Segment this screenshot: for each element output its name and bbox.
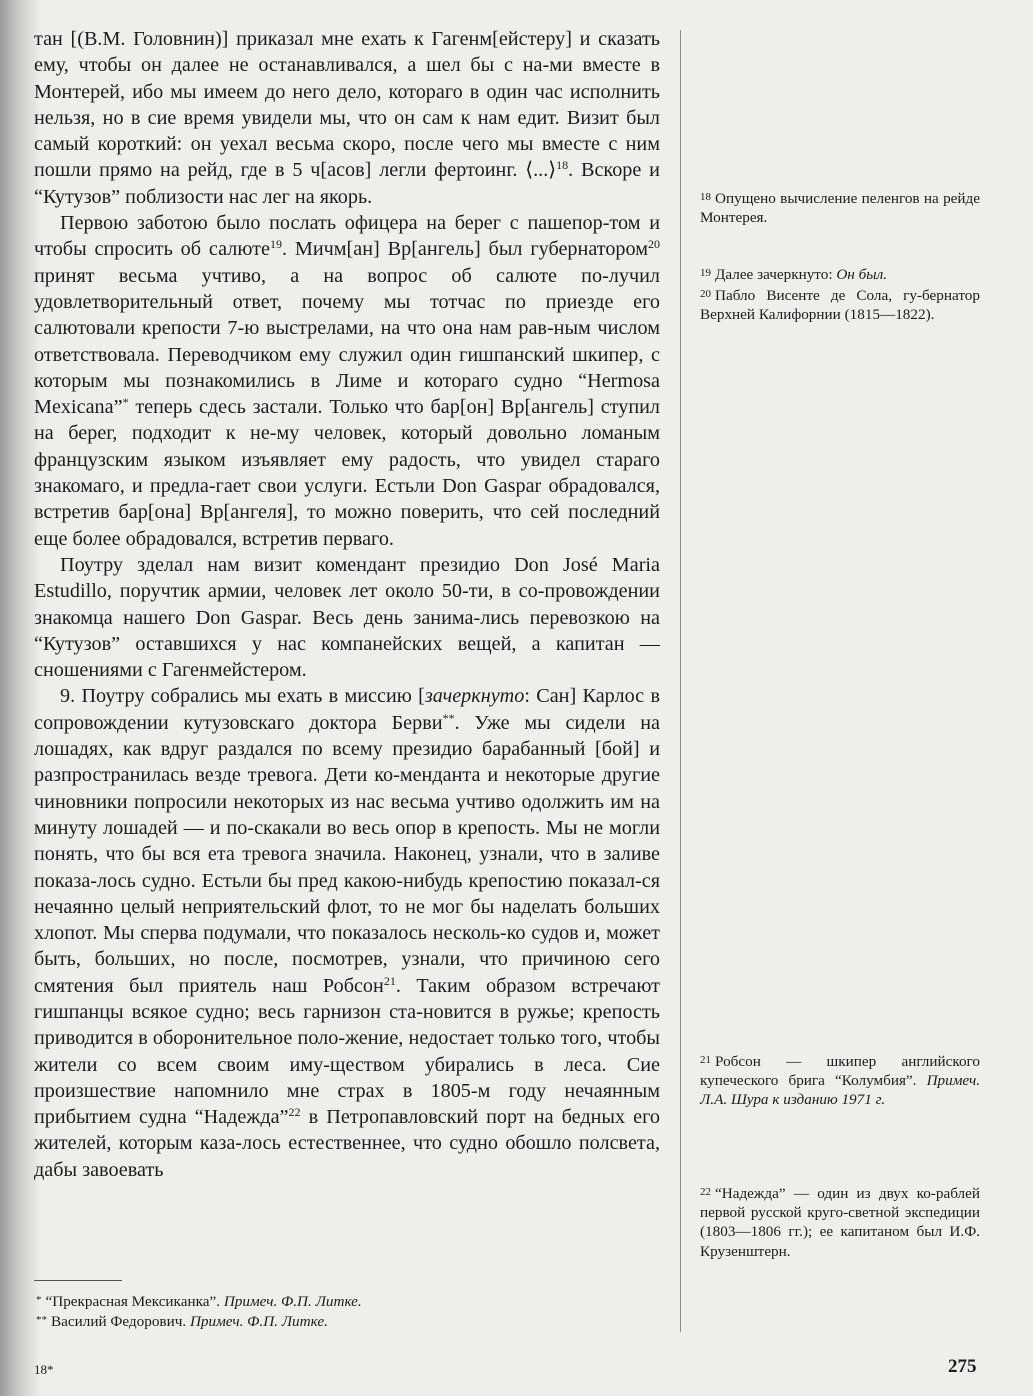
sidenote-20: 20 Пабло Висенте де Сола, гу-бернатор Верхней Калифорнии (1815—1822). (700, 287, 980, 324)
note-ref-18: 18 (556, 158, 569, 173)
note-ref-20: 20 (648, 237, 660, 252)
paragraph-1: тан [(В.М. Головнин)] приказал мне ехать к Гагенм[ейстеру] и сказать ему, чтобы он далее не останавливался, а шел бы с на-ми вместе в Монтерей, ибо мы имеем до него дело, котораго в один час исполнить нельзя, но в сие время увидели мы, что он сам к нам едит. Визит был самый короткий: он уехал весьма скоро, после чего мы вместе с ним пошли прямо на рейд, где в 5 ч[асов] легли фертоинг. ⟨...⟩$^{18}$. Вскоре и “Кутузов” поблизости нас лег на якорь. (34, 28, 660, 208)
footnote-double-star: ** Василий Федорович. Примеч. Ф.П. Литке. (36, 1313, 328, 1330)
page-number: 275 (948, 1356, 977, 1377)
footnote-divider (34, 1280, 122, 1281)
main-text-column (34, 26, 660, 1183)
paragraph-4: 9. Поутру собрались мы ехать в миссию [зачеркнуто: Сан] Карлос в сопровождении кутузовскаго доктора Берви**. Уже мы сидели на лошадях, как вдруг раздался по всему президио барабанный [бой] и разпространилась везде тревога. Дети ко-менданта и некоторые другие чиновники попросили некоторых из нас весьма учтиво одолжить им на минуту лошадей — и по-скакали во весь опор в крепость. Мы не могли понять, что бы вся ета тревога значила. Наконец, узнали, что в заливе показа-лось судно. Естьли бы пред какою-нибудь крепостию показал-ся нечаянно целый неприятельский флот, то не мог бы наделать больших хлопот. Мы сперва подумали, что показалось несколь-ко судов и, может быть, больших, но после, посмотрев, узнали, что причиною сего смятения был приятель наш Робсон$^{21}$. Таким образом встречают гишпанцы всякое судно; весь гарнизон ста-новится в ружье; крепость приводится в оборонительное поло-жение, недостает только того, чтобы жители со всем своим иму-ществом убирались в леса. Сие произшествие напомнило мне страх в 1805-м году нечаянным прибытием судна “Надежда”$^{22}$ в Петропавловский порт на бедных его жителей, которым каза-лось естественнее, что судно обошло полсвета, дабы завоевать (34, 685, 660, 1181)
sidenote-18: 18 Опущено вычисление пеленгов на рейде Монтерея. (700, 190, 980, 227)
note-ref-22: 22 (288, 1105, 301, 1120)
sidenote-21: 21 Робсон — шкипер английского купеческого брига “Колумбия”. Примеч. Л.А. Шура к изданию 1971 г. (700, 1053, 980, 1109)
paragraph-2: Первою заботою было послать офицера на берег с пашепор-том и чтобы спросить об салюте$^{19}$. Мичм[ан] Вр[ангель] был губернатором$^{20}$ принят весьма учтиво, а на вопрос об салюте по-лучил удовлетворительный ответ, почему мы тотчас по приезде его салютовали крепости 7-ю выстрелами, на что она нам рав-ным числом ответствовала. Переводчиком ему служил один гишпанский шкипер, с которым мы познакомились в Лиме и котораго судно “Hermosa Mexicana”* теперь сдесь застали. Только что бар[он] Вр[ангель] ступил на берег, подходит к не-му человек, который довольно ломаным французским языком изъявляет ему радость, что увидел стараго знакомаго, и предла-гает свои услуги. Естьли Don Gaspar обрадовался, встретив бар[она] Вр[ангеля], то можно поверить, что сей последний еще более обрадовался, встретив перваго. (34, 212, 660, 550)
signature-mark: 18* (34, 1362, 54, 1377)
footnote-ref-double-star: ** (442, 710, 455, 725)
sidenote-19: 19 Далее зачеркнуто: Он был. (700, 266, 887, 283)
footnote-star: * “Прекрасная Мексиканка”. Примеч. Ф.П. Литке. (36, 1293, 362, 1310)
footnote-ref-star: * (122, 395, 129, 410)
sidenote-22: 22 “Надежда” — один из двух ко-раблей первой русской круго-светной экспедиции (1803—1806 гг.); ее капитаном был И.Ф. Крузенштерн. (700, 1185, 980, 1260)
column-divider (680, 30, 681, 1332)
paragraph-3: Поутру зделал нам визит комендант президио Don José Maria Estudillo, поручтик армии, человек лет около 50-ти, в со-провождении знакомца нашего Don Gaspar. Весь день занима-лись перевозкою на “Кутузов” оставшихся у нас компанейских вещей, а капитан — сношениями с Гагенмейстером. (34, 553, 660, 682)
note-ref-21: 21 (383, 973, 396, 988)
note-ref-19: 19 (269, 237, 282, 252)
